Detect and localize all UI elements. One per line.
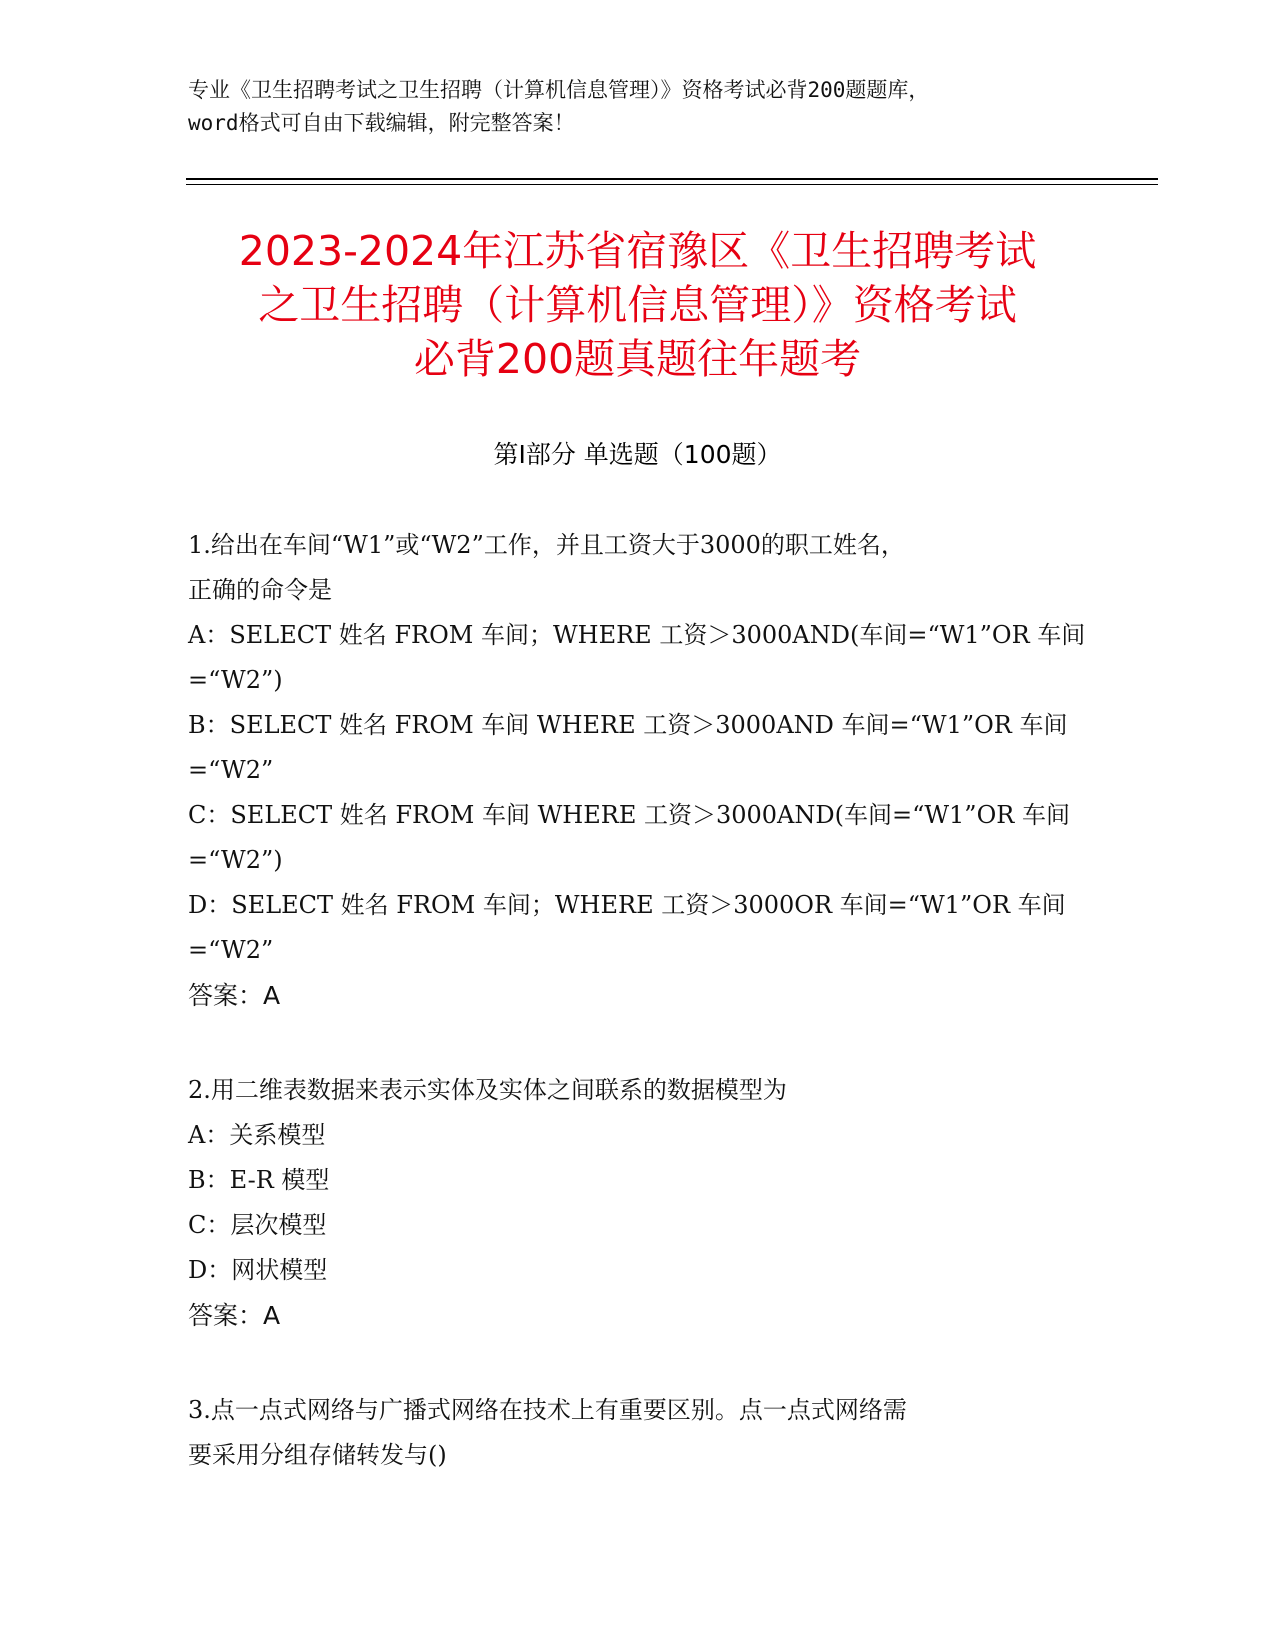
title-line: 2023-2024年江苏省宿豫区《卫生招聘考试 bbox=[238, 227, 1037, 275]
header-note-line: 专业《卫生招聘考试之卫生招聘（计算机信息管理）》资格考试必背200题题库， bbox=[188, 78, 930, 102]
option-c-line: C：层次模型 bbox=[188, 1211, 327, 1239]
option-b-line: B：E-R 模型 bbox=[188, 1166, 330, 1194]
title-line: 必背200题真题往年题考 bbox=[413, 335, 862, 383]
question-stem-line: 正确的命令是 bbox=[188, 576, 332, 604]
section-heading: 第Ⅰ部分 单选题（100题） bbox=[493, 440, 782, 469]
option-a-line: A：SELECT 姓名 FROM 车间；WHERE 工资＞3000AND(车间=“W1”OR 车间 bbox=[188, 621, 1086, 649]
title-line: 之卫生招聘（计算机信息管理）》资格考试 bbox=[258, 281, 1017, 329]
document-title bbox=[160, 224, 1115, 386]
header-divider-thick bbox=[186, 178, 1158, 180]
option-a-line: =“W2”) bbox=[188, 666, 283, 694]
question-stem-line: 1.给出在车间“W1”或“W2”工作，并且工资大于3000的职工姓名， bbox=[188, 531, 905, 559]
option-d-line: =“W2” bbox=[188, 936, 274, 964]
answer-line: 答案：A bbox=[188, 981, 281, 1010]
option-c-line: =“W2”) bbox=[188, 846, 283, 874]
header-note bbox=[188, 74, 1088, 140]
option-b-line: =“W2” bbox=[188, 756, 274, 784]
question-stem-line: 2.用二维表数据来表示实体及实体之间联系的数据模型为 bbox=[188, 1076, 787, 1104]
option-c-line: C：SELECT 姓名 FROM 车间 WHERE 工资＞3000AND(车间=“W1”OR 车间 bbox=[188, 801, 1070, 829]
header-divider-thin bbox=[186, 184, 1158, 185]
answer-line: 答案：A bbox=[188, 1301, 281, 1330]
question-stem-line: 3.点一点式网络与广播式网络在技术上有重要区别。点一点式网络需 bbox=[188, 1396, 907, 1424]
option-a-line: A：关系模型 bbox=[188, 1121, 326, 1149]
option-b-line: B：SELECT 姓名 FROM 车间 WHERE 工资＞3000AND 车间=“W1”OR 车间 bbox=[188, 711, 1068, 739]
question-2 bbox=[188, 1068, 1088, 1338]
question-1 bbox=[188, 523, 1088, 1018]
question-stem-line: 要采用分组存储转发与() bbox=[188, 1441, 447, 1469]
option-d-line: D：SELECT 姓名 FROM 车间；WHERE 工资＞3000OR 车间=“W1”OR 车间 bbox=[188, 891, 1066, 919]
option-d-line: D：网状模型 bbox=[188, 1256, 328, 1284]
header-note-line: word格式可自由下载编辑，附完整答案！ bbox=[188, 111, 575, 135]
question-3 bbox=[188, 1388, 1088, 1478]
